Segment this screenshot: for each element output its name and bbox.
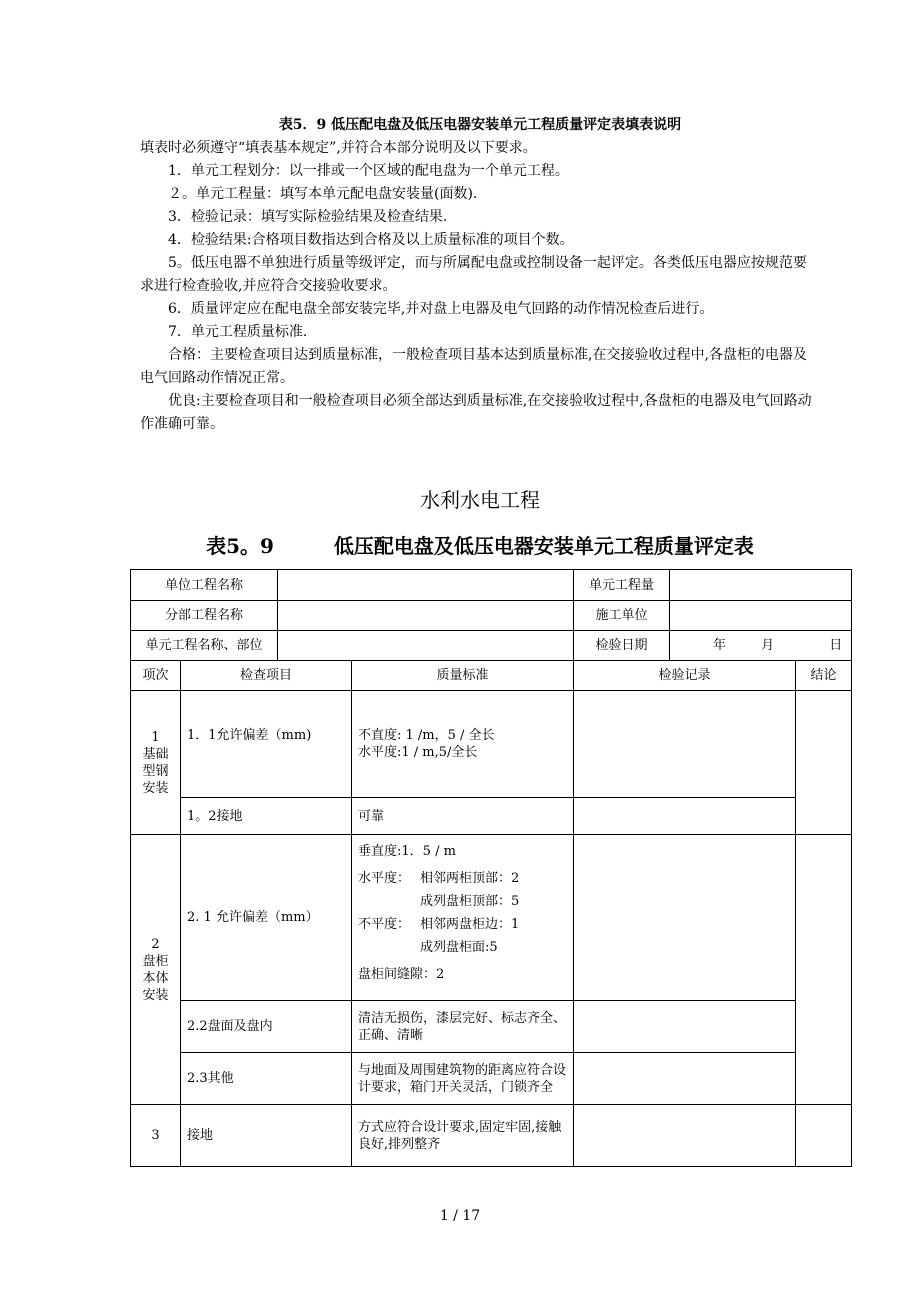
group1-item2-label: 1。2接地: [181, 798, 352, 835]
date-day: 日: [829, 638, 843, 653]
inspection-date-value[interactable]: [670, 631, 852, 661]
table-title: 表5。9 低压配电盘及低压电器安装单元工程质量评定表: [206, 534, 754, 558]
inspection-date-label: 检验日期: [574, 631, 670, 661]
construction-unit-value[interactable]: [670, 601, 852, 631]
unit-project-name-label: 单位工程名称: [131, 570, 278, 601]
header-quality-standard: 质量标准: [352, 661, 574, 691]
group2-cell: [131, 835, 181, 1105]
unit-work-name-value[interactable]: [278, 631, 574, 661]
group3-standard: 方式应符合设计要求,固定牢固,接触良好,排列整齐: [352, 1105, 574, 1167]
instructions-title: 表5．9 低压配电盘及低压电器安装单元工程质量评定表填表说明: [278, 117, 682, 133]
instruction-item: 5。低压电器不单独进行质量等级评定，而与所属配电盘或控制设备一起评定。各类低压电器应按规范要求进行检查验收,并应符合交接验收要求。: [140, 255, 807, 294]
group2-vertical: 垂直度:1．5 / m: [358, 844, 456, 859]
header-conclusion: 结论: [796, 661, 852, 691]
sub-project-name-value[interactable]: [278, 601, 574, 631]
group1-no: 1: [151, 729, 160, 745]
group2-item3-label: 2.3其他: [181, 1053, 352, 1105]
group2-flatness: [358, 916, 567, 956]
group1-conclusion[interactable]: [796, 691, 852, 835]
group2-item3-record[interactable]: [574, 1053, 796, 1105]
instruction-item: 6．质量评定应在配电盘全部安装完毕,并对盘上电器及电气回路的动作情况检查后进行。: [168, 301, 714, 317]
group1-cell: [131, 691, 181, 835]
table-row: [131, 1053, 852, 1105]
instruction-item: 7．单元工程质量标准.: [168, 324, 308, 340]
unit-project-name-value[interactable]: [278, 570, 574, 601]
group2-flatness-b: 成列盘柜面:5: [420, 940, 498, 955]
group1-item2-record[interactable]: [574, 798, 796, 835]
group2-item3-standard: 与地面及周围建筑物的距离应符合设计要求，箱门开关灵活，门锁齐全: [352, 1053, 574, 1105]
instruction-item: 合格：主要检查项目达到质量标准，一般检查项目基本达到质量标准,在交接验收过程中,各盘柜的电器及电气回路动作情况正常。: [140, 347, 807, 386]
group2-conclusion[interactable]: [796, 835, 852, 1105]
page-number: 1 / 17: [439, 1208, 481, 1224]
instruction-item: 4．检验结果:合格项目数指达到合格及以上质量标准的项目个数。: [168, 232, 574, 248]
subtitle: 水利水电工程: [420, 488, 540, 512]
form-row: [131, 570, 852, 601]
date-year: 年: [713, 638, 727, 653]
group2-item1-standard: [352, 835, 574, 1001]
unit-work-quantity-label: 单元工程量: [574, 570, 670, 601]
unit-work-name-label: 单元工程名称、部位: [131, 631, 278, 661]
header-inspection-record: 检验记录: [574, 661, 796, 691]
form-row: [131, 631, 852, 661]
instructions-intro: 填表时必须遵守“填表基本规定”,并符合本部分说明及以下要求。: [140, 140, 537, 156]
group2-flatness-label: 不平度：: [358, 917, 411, 932]
table-row: [131, 1105, 852, 1167]
group1-name: 基础型钢安装: [142, 746, 169, 796]
instruction-item: ２。单元工程量：填写本单元配电盘安装量(面数).: [168, 186, 478, 202]
group1-item1-label: 1．1允许偏差（mm): [181, 691, 352, 798]
group2-flatness-a: 相邻两盘柜边：1: [420, 917, 520, 932]
group2-horizontal: [358, 870, 567, 910]
group3-item-label: 接地: [181, 1105, 352, 1167]
group2-item2-standard: 清洁无损伤，漆层完好、标志齐全、正确、清晰: [352, 1001, 574, 1053]
group1-item2-standard: 可靠: [352, 798, 574, 835]
group2-item2-record[interactable]: [574, 1001, 796, 1053]
table-row: [131, 1001, 852, 1053]
sub-project-name-label: 分部工程名称: [131, 601, 278, 631]
group2-item1-record[interactable]: [574, 835, 796, 1001]
evaluation-form: [130, 569, 852, 1167]
group2-horizontal-b: 成列盘柜顶部：5: [420, 894, 520, 909]
table-row: [131, 691, 852, 798]
table-row: [131, 798, 852, 835]
instruction-item: 优良:主要检查项目和一般检查项目必须全部达到质量标准,在交接验收过程中,各盘柜的电器及电气回路动作准确可靠。: [140, 393, 812, 432]
group2-no: 2: [151, 936, 160, 952]
table-row: [131, 835, 852, 1001]
header-row: [131, 661, 852, 691]
header-item-no: 项次: [131, 661, 181, 691]
construction-unit-label: 施工单位: [574, 601, 670, 631]
group2-name: 盘柜本体安装: [142, 953, 169, 1003]
unit-work-quantity-value[interactable]: [670, 570, 852, 601]
group2-horizontal-label: 水平度：: [358, 871, 411, 886]
group1-item1-record[interactable]: [574, 691, 796, 798]
header-check-item: 检查项目: [181, 661, 352, 691]
group1-item1-standard: [352, 691, 574, 798]
group3-record[interactable]: [574, 1105, 796, 1167]
group1-item1-std-line2: 水平度:1 / m,5/全长: [358, 745, 478, 760]
group2-item1-label: 2. 1 允许偏差（mm）: [181, 835, 352, 1001]
form-row: [131, 601, 852, 631]
instruction-item: 3．检验记录：填写实际检验结果及检查结果.: [168, 209, 448, 225]
group3-no: 3: [131, 1105, 181, 1167]
group2-gap: 盘柜间缝隙：2: [358, 967, 445, 982]
date-month: 月: [761, 638, 775, 653]
group3-conclusion[interactable]: [796, 1105, 852, 1167]
group1-item1-std-line1: 不直度: 1 /m，5 / 全长: [358, 728, 495, 743]
instruction-item: 1．单元工程划分：以一排或一个区域的配电盘为一个单元工程。: [168, 163, 569, 179]
group2-item2-label: 2.2盘面及盘内: [181, 1001, 352, 1053]
group2-horizontal-a: 相邻两柜顶部：2: [420, 871, 520, 886]
instructions-body: [140, 137, 820, 436]
